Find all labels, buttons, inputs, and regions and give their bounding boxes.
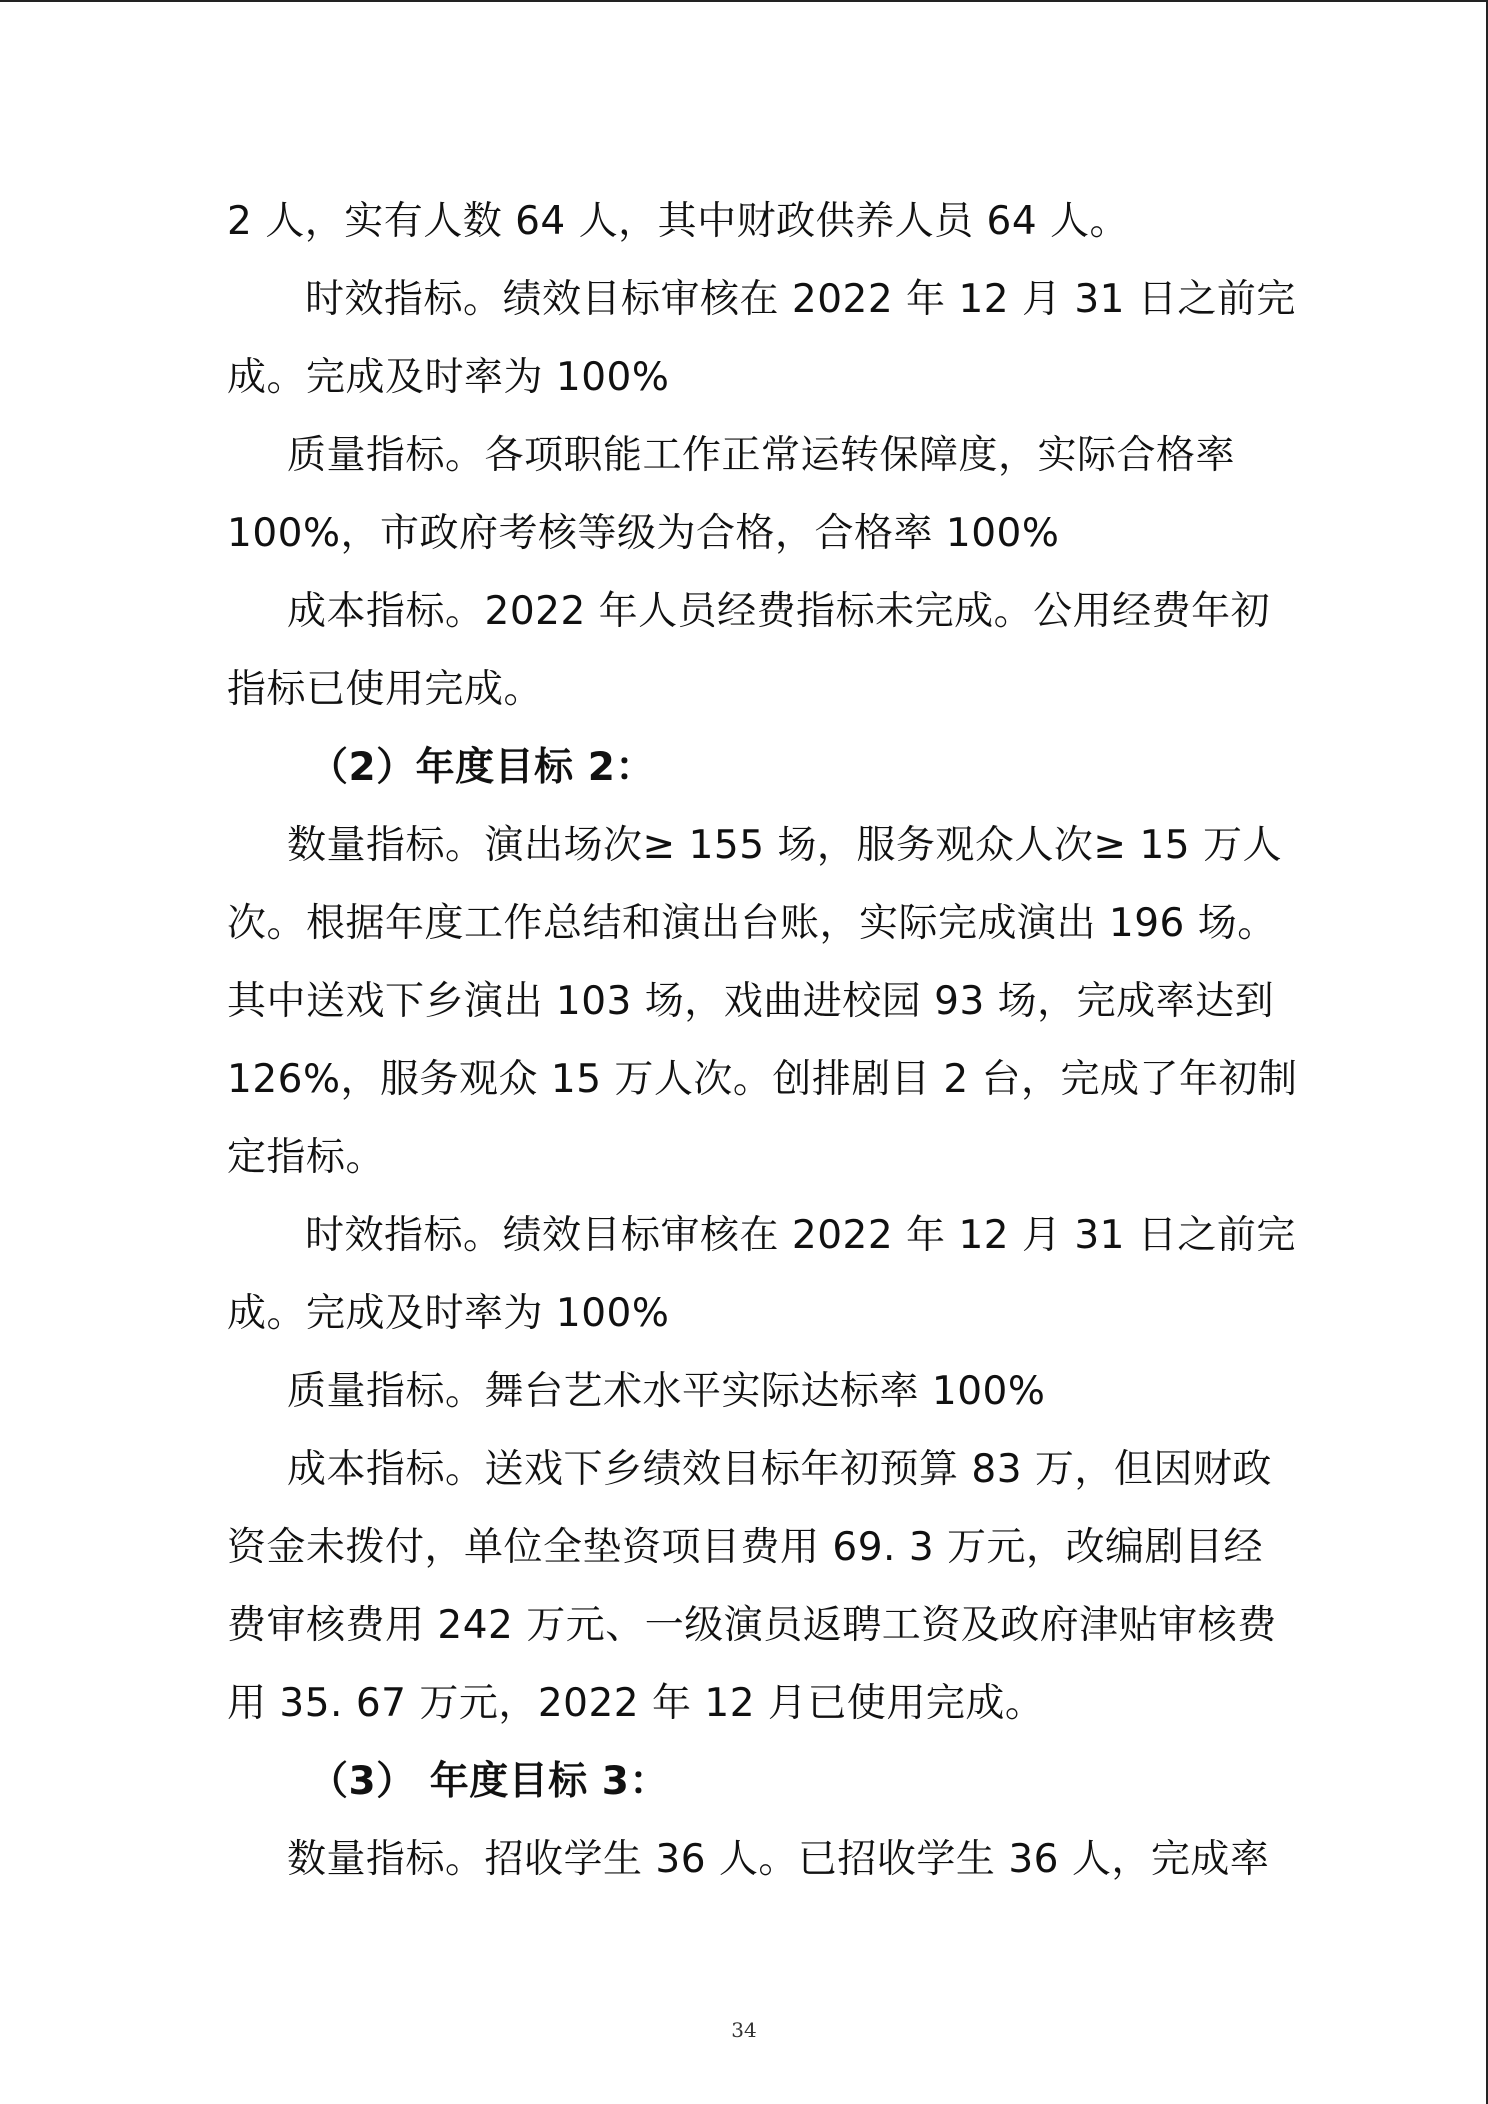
paragraph-line: 资金未拨付，单位全垫资项目费用 69. 3 万元，改编剧目经 — [227, 1525, 1264, 1570]
paragraph-line: 数量指标。招收学生 36 人。已招收学生 36 人，完成率 — [287, 1837, 1270, 1882]
paragraph-line: 时效指标。绩效目标审核在 2022 年 12 月 31 日之前完 — [305, 277, 1296, 322]
paragraph-line: 费审核费用 242 万元、一级演员返聘工资及政府津贴审核费 — [227, 1603, 1277, 1648]
paragraph-line: 成。完成及时率为 100% — [227, 1291, 670, 1336]
paragraph-line: 次。根据年度工作总结和演出台账，实际完成演出 196 场。 — [227, 901, 1277, 946]
paragraph-line: 指标已使用完成。 — [227, 667, 544, 712]
paragraph-line: 100%，市政府考核等级为合格，合格率 100% — [227, 511, 1060, 556]
paragraph-line: 质量指标。舞台艺术水平实际达标率 100% — [287, 1369, 1046, 1414]
paragraph-line: 定指标。 — [227, 1135, 386, 1180]
paragraph-line: 用 35. 67 万元，2022 年 12 月已使用完成。 — [227, 1681, 1045, 1726]
paragraph-line: 成本指标。送戏下乡绩效目标年初预算 83 万，但因财政 — [287, 1447, 1272, 1492]
section-heading: （3） 年度目标 3： — [309, 1759, 669, 1804]
paragraph-line: 2 人，实有人数 64 人，其中财政供养人员 64 人。 — [227, 199, 1130, 244]
page-number: 34 — [731, 2018, 757, 2042]
document-body — [227, 183, 1298, 1899]
paragraph-line: 质量指标。各项职能工作正常运转保障度，实际合格率 — [287, 433, 1236, 478]
paragraph-line: 时效指标。绩效目标审核在 2022 年 12 月 31 日之前完 — [305, 1213, 1296, 1258]
section-heading: （2）年度目标 2： — [309, 745, 655, 790]
paragraph-line: 126%，服务观众 15 万人次。创排剧目 2 台，完成了年初制 — [227, 1057, 1298, 1102]
paragraph-line: 成。完成及时率为 100% — [227, 355, 670, 400]
paragraph-line: 数量指标。演出场次≥ 155 场，服务观众人次≥ 15 万人 — [287, 823, 1283, 868]
paragraph-line: 其中送戏下乡演出 103 场，戏曲进校园 93 场，完成率达到 — [227, 979, 1275, 1024]
top-border-line — [0, 0, 1488, 2]
paragraph-line: 成本指标。2022 年人员经费指标未完成。公用经费年初 — [287, 589, 1271, 634]
